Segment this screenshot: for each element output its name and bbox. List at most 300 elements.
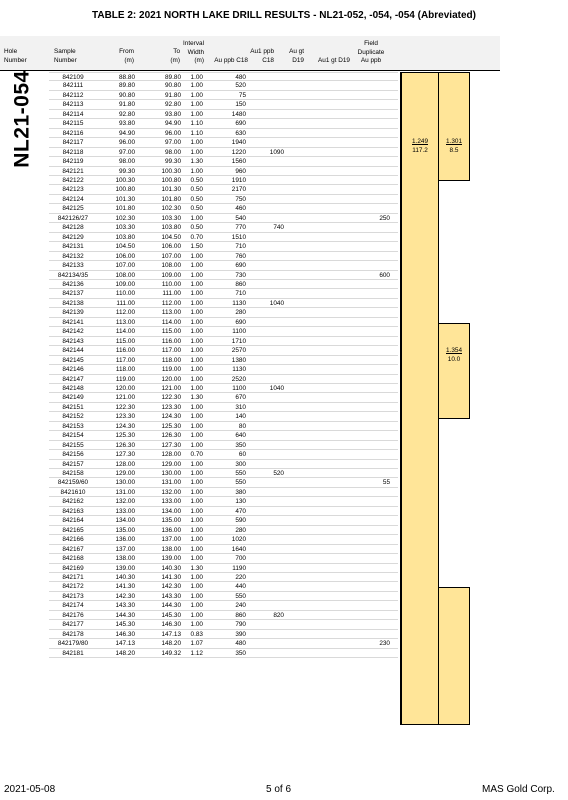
cell-au: 860: [235, 611, 246, 619]
cell-to: 106.00: [161, 243, 181, 251]
cell-width: 1.00: [190, 555, 203, 563]
cell-sample: 842152: [62, 413, 84, 421]
cell-sample: 842111: [62, 82, 84, 90]
cell-au: 550: [235, 592, 246, 600]
cell-to: 144.30: [161, 602, 181, 610]
cell-from: 136.00: [115, 536, 135, 544]
cell-au: 760: [235, 252, 246, 260]
cell-to: 99.30: [165, 158, 181, 166]
table-row: [49, 318, 398, 327]
cell-sample: 842166: [62, 536, 84, 544]
cell-sample: 842137: [62, 290, 84, 298]
cell-sample: 842167: [62, 545, 84, 553]
header-hole-line1: Hole: [4, 48, 18, 55]
cell-au: 730: [235, 271, 246, 279]
cell-sample: 842145: [62, 356, 84, 364]
cell-sample: 842112: [62, 91, 84, 99]
cell-width: 0.50: [190, 195, 203, 203]
cell-from: 130.00: [115, 479, 135, 487]
header-to-line1: To: [173, 48, 180, 55]
cell-from: 115.00: [115, 337, 135, 345]
cell-width: 1.10: [190, 129, 203, 137]
table-row: [49, 185, 398, 194]
cell-field: 230: [379, 640, 390, 648]
cell-au1: 1090: [269, 148, 284, 156]
cell-to: 97.00: [165, 139, 181, 147]
cell-au: 75: [238, 91, 246, 99]
table-row: [49, 148, 398, 157]
cell-sample: 842136: [62, 280, 84, 288]
cell-to: 147.13: [161, 630, 181, 638]
table-row: [49, 620, 398, 629]
cell-from: 123.30: [115, 413, 135, 421]
cell-au: 520: [235, 82, 246, 90]
cell-to: 126.30: [161, 432, 181, 440]
cell-from: 140.30: [115, 574, 135, 582]
composite-box-1: [401, 72, 439, 725]
cell-sample: 842126/27: [57, 214, 89, 222]
cell-width: 1.00: [190, 574, 203, 582]
cell-from: 145.30: [115, 621, 135, 629]
table-row: [49, 346, 398, 355]
cell-sample: 842176: [62, 611, 84, 619]
cell-sample: 842162: [62, 498, 84, 506]
header-au1gt: Au1 gt D19: [318, 57, 350, 64]
cell-to: 93.80: [165, 110, 181, 118]
cell-to: 110.00: [161, 280, 181, 288]
cell-from: 116.00: [115, 347, 135, 355]
cell-from: 133.00: [115, 507, 135, 515]
header-sample-line1: Sample: [54, 48, 76, 55]
cell-sample: 842165: [62, 526, 84, 534]
cell-to: 102.30: [161, 205, 181, 213]
table-row: [49, 573, 398, 582]
cell-from: 101.80: [115, 205, 135, 213]
table-row: [49, 431, 398, 440]
table-row: [49, 412, 398, 421]
cell-sample: 842174: [62, 602, 84, 610]
cell-au: 630: [235, 129, 246, 137]
cell-width: 1.00: [190, 611, 203, 619]
cell-au: 960: [235, 167, 246, 175]
cell-to: 108.00: [161, 262, 181, 270]
table-row: [49, 393, 398, 402]
cell-to: 118.00: [161, 356, 181, 364]
cell-au: 1130: [232, 366, 246, 374]
cell-from: 97.00: [119, 148, 135, 156]
cell-au: 790: [235, 621, 246, 629]
table-row: [49, 639, 398, 648]
composite-1-width: 117.2: [412, 147, 428, 154]
cell-width: 1.00: [190, 110, 203, 118]
table-header: [0, 36, 500, 71]
table-row: [49, 365, 398, 374]
cell-width: 1.00: [190, 271, 203, 279]
table-row: [49, 167, 398, 176]
cell-to: 109.00: [161, 271, 181, 279]
cell-au: 380: [235, 488, 246, 496]
table-row: [49, 545, 398, 554]
cell-to: 107.00: [161, 252, 181, 260]
table-row: [49, 252, 398, 261]
cell-from: 108.00: [115, 271, 135, 279]
cell-to: 124.30: [161, 413, 181, 421]
cell-sample: 842132: [62, 252, 84, 260]
cell-from: 127.30: [115, 451, 135, 459]
cell-width: 1.00: [190, 82, 203, 90]
cell-au: 2170: [231, 186, 246, 194]
cell-width: 1.00: [190, 299, 203, 307]
table-row: [49, 535, 398, 544]
cell-from: 110.00: [115, 290, 135, 298]
cell-to: 138.00: [161, 545, 181, 553]
table-row: [49, 649, 398, 658]
cell-au: 640: [235, 432, 246, 440]
cell-au: 690: [235, 318, 246, 326]
cell-width: 1.00: [190, 91, 203, 99]
cell-from: 138.00: [115, 555, 135, 563]
cell-to: 115.00: [161, 328, 181, 336]
table-row: [49, 327, 398, 336]
table-row: [49, 195, 398, 204]
cell-width: 1.00: [190, 347, 203, 355]
cell-sample: 842113: [62, 101, 84, 109]
cell-width: 1.00: [190, 545, 203, 553]
cell-au: 130: [235, 498, 246, 506]
cell-sample: 842134/35: [57, 271, 89, 279]
cell-width: 1.00: [190, 517, 203, 525]
cell-to: 90.80: [165, 82, 181, 90]
cell-sample: 842128: [62, 224, 84, 232]
cell-from: 147.13: [115, 640, 135, 648]
composite-1-grade: 1.249: [412, 138, 428, 145]
table-row: [49, 242, 398, 251]
cell-sample: 842129: [62, 233, 84, 241]
header-au: Au ppb C18: [214, 57, 248, 64]
cell-from: 144.30: [115, 611, 135, 619]
cell-width: 1.00: [190, 262, 203, 270]
header-from: [100, 48, 134, 65]
composite-box-4: [438, 587, 470, 725]
composite-3-grade: 1.354: [446, 347, 462, 354]
header-interval-line2: Width: [187, 48, 204, 56]
cell-sample: 842139: [62, 309, 84, 317]
cell-from: 92.80: [119, 110, 135, 118]
composite-box-3: [438, 323, 470, 419]
cell-width: 0.70: [190, 233, 203, 241]
table-row: [49, 441, 398, 450]
cell-width: 1.30: [190, 394, 203, 402]
cell-to: 148.20: [161, 640, 181, 648]
cell-au: 2570: [231, 347, 246, 355]
cell-au: 700: [235, 555, 246, 563]
cell-from: 122.30: [115, 403, 135, 411]
cell-sample: 842119: [62, 158, 84, 166]
cell-au: 1910: [231, 176, 246, 184]
cell-field: 55: [382, 479, 390, 487]
cell-sample: 842171: [62, 574, 84, 582]
table-row: [49, 526, 398, 535]
cell-au: 240: [235, 602, 246, 610]
header-augt-line1: Au gt: [289, 48, 304, 55]
header-hole: [4, 48, 36, 65]
cell-width: 1.00: [190, 432, 203, 440]
table-title: TABLE 2: 2021 NORTH LAKE DRILL RESULTS - NL21-052, -054, -054 (Abreviated): [92, 10, 476, 21]
cell-to: 94.90: [165, 120, 181, 128]
cell-width: 0.50: [190, 176, 203, 184]
cell-to: 134.00: [161, 507, 181, 515]
cell-to: 139.00: [161, 555, 181, 563]
table-row: [49, 488, 398, 497]
cell-to: 111.00: [162, 290, 181, 298]
cell-to: 119.00: [161, 366, 181, 374]
table-row: [49, 233, 398, 242]
cell-sample: 842131: [62, 243, 84, 251]
cell-au: 550: [235, 470, 246, 478]
cell-width: 1.00: [190, 139, 203, 147]
cell-au: 350: [235, 441, 246, 449]
table-row: [49, 214, 398, 223]
cell-sample: 842168: [62, 555, 84, 563]
cell-to: 101.80: [161, 195, 181, 203]
cell-au: 310: [235, 403, 246, 411]
table-row: [49, 507, 398, 516]
cell-sample: 842172: [62, 583, 84, 591]
cell-sample: 842146: [62, 366, 84, 374]
cell-au: 300: [235, 460, 246, 468]
cell-width: 1.00: [190, 498, 203, 506]
cell-sample: 842158: [62, 470, 84, 478]
header-field: [352, 40, 390, 66]
cell-from: 135.00: [115, 526, 135, 534]
table-row: [49, 280, 398, 289]
cell-from: 103.80: [115, 233, 135, 241]
cell-sample: 842123: [62, 186, 84, 194]
cell-width: 1.00: [190, 422, 203, 430]
cell-au: 690: [235, 120, 246, 128]
cell-au: 750: [235, 195, 246, 203]
composite-2-grade: 1.301: [446, 138, 462, 145]
cell-width: 1.00: [190, 488, 203, 496]
cell-au: 590: [235, 517, 246, 525]
cell-from: 113.00: [115, 318, 135, 326]
cell-au1: 820: [273, 611, 284, 619]
cell-width: 1.00: [190, 101, 203, 109]
cell-from: 120.00: [115, 384, 135, 392]
cell-au1: 1040: [269, 384, 284, 392]
cell-au1: 520: [273, 470, 284, 478]
cell-au: 710: [235, 243, 246, 251]
header-field-line2: Duplicate: [357, 48, 385, 56]
cell-au: 60: [238, 451, 246, 459]
cell-from: 90.80: [119, 91, 135, 99]
cell-au: 1130: [232, 299, 246, 307]
composite-2: [440, 137, 468, 155]
cell-to: 129.00: [161, 460, 181, 468]
cell-to: 101.30: [161, 186, 181, 194]
cell-from: 131.00: [115, 488, 135, 496]
table-row: [49, 516, 398, 525]
cell-from: 94.90: [119, 129, 135, 137]
cell-width: 1.00: [190, 214, 203, 222]
cell-sample: 842122: [62, 176, 84, 184]
cell-sample: 842147: [62, 375, 84, 383]
cell-width: 1.00: [190, 318, 203, 326]
table-row: [49, 422, 398, 431]
cell-au: 770: [235, 224, 246, 232]
cell-au: 480: [235, 640, 246, 648]
cell-to: 128.00: [161, 451, 181, 459]
cell-sample: 842163: [62, 507, 84, 515]
table-row: [49, 592, 398, 601]
cell-width: 1.00: [190, 167, 203, 175]
header-augt-line2: D19: [292, 56, 304, 64]
cell-width: 0.50: [190, 186, 203, 194]
cell-width: 1.07: [190, 640, 203, 648]
cell-from: 146.30: [115, 630, 135, 638]
composite-3-width: 10.0: [447, 356, 461, 363]
cell-to: 96.00: [165, 129, 181, 137]
cell-sample: 842154: [62, 432, 84, 440]
cell-from: 109.00: [115, 280, 135, 288]
cell-from: 104.50: [115, 243, 135, 251]
table-row: [49, 460, 398, 469]
cell-au: 2520: [231, 375, 246, 383]
cell-from: 132.00: [115, 498, 135, 506]
cell-from: 126.30: [115, 441, 135, 449]
header-au1-line1: Au1 ppb: [250, 48, 274, 55]
cell-width: 1.00: [190, 413, 203, 421]
table-row: [49, 337, 398, 346]
cell-au: 1220: [231, 148, 246, 156]
table-row: [49, 630, 398, 639]
cell-from: 91.80: [119, 101, 135, 109]
cell-to: 100.30: [161, 167, 181, 175]
cell-from: 106.00: [115, 252, 135, 260]
hole-id-text: NL21-054: [10, 70, 34, 168]
cell-width: 1.00: [190, 470, 203, 478]
cell-to: 130.00: [161, 470, 181, 478]
cell-to: 145.30: [161, 611, 181, 619]
cell-au: 1560: [231, 158, 246, 166]
header-augt: [280, 48, 304, 65]
cell-to: 98.00: [165, 148, 181, 156]
cell-au: 860: [235, 280, 246, 288]
header-field-line3: Au ppb: [360, 57, 382, 64]
cell-width: 1.00: [190, 309, 203, 317]
cell-to: 132.00: [161, 488, 181, 496]
cell-sample: 842138: [62, 299, 84, 307]
cell-au: 1100: [232, 384, 246, 392]
cell-from: 134.00: [115, 517, 135, 525]
table-row: [49, 375, 398, 384]
cell-from: 107.00: [115, 262, 135, 270]
cell-sample: 842164: [62, 517, 84, 525]
cell-to: 121.00: [161, 384, 181, 392]
cell-from: 100.30: [115, 176, 135, 184]
header-from-line2: (m): [124, 56, 134, 64]
table-row: [49, 91, 398, 100]
cell-width: 1.00: [190, 583, 203, 591]
cell-width: 1.00: [190, 366, 203, 374]
table-row: [49, 223, 398, 232]
table-row: [49, 384, 398, 393]
cell-to: 104.50: [161, 233, 181, 241]
cell-au: 540: [235, 214, 246, 222]
table-row: [49, 469, 398, 478]
cell-to: 127.30: [161, 441, 181, 449]
cell-width: 1.00: [190, 290, 203, 298]
cell-width: 1.00: [190, 602, 203, 610]
table-row: [49, 138, 398, 147]
cell-to: 136.00: [161, 526, 181, 534]
cell-sample: 842115: [62, 120, 84, 128]
cell-from: 119.00: [115, 375, 135, 383]
cell-au: 460: [235, 205, 246, 213]
cell-sample: 842156: [62, 451, 84, 459]
table-row: [49, 72, 398, 81]
cell-to: 100.80: [161, 176, 181, 184]
cell-width: 1.00: [190, 337, 203, 345]
cell-sample: 842125: [62, 205, 84, 213]
cell-to: 142.30: [161, 583, 181, 591]
table-row: [49, 119, 398, 128]
table-row: [49, 403, 398, 412]
cell-from: 128.00: [115, 460, 135, 468]
cell-au: 470: [235, 507, 246, 515]
cell-from: 93.80: [119, 120, 135, 128]
cell-sample: 842149: [62, 394, 84, 402]
drill-results-table: [49, 72, 398, 658]
cell-sample: 842117: [62, 139, 84, 147]
cell-from: 142.30: [115, 592, 135, 600]
cell-from: 102.30: [115, 214, 135, 222]
cell-from: 137.00: [115, 545, 135, 553]
cell-sample: 842118: [62, 148, 84, 156]
table-row: [49, 601, 398, 610]
cell-au: 1100: [232, 328, 246, 336]
cell-sample: 842155: [62, 441, 84, 449]
table-row: [49, 176, 398, 185]
cell-au: 710: [235, 290, 246, 298]
cell-au: 550: [235, 479, 246, 487]
cell-sample: 842177: [62, 621, 84, 629]
cell-sample: 842169: [62, 564, 84, 572]
header-au1: [240, 48, 274, 65]
cell-sample: 842143: [62, 337, 84, 345]
header-au1-line2: C18: [262, 56, 274, 64]
table-row: [49, 564, 398, 573]
cell-width: 1.10: [190, 120, 203, 128]
table-row: [49, 450, 398, 459]
table-row: [49, 611, 398, 620]
cell-au: 1020: [231, 536, 246, 544]
header-from-line1: From: [119, 48, 134, 55]
header-hole-line2: Number: [4, 56, 27, 64]
cell-width: 1.00: [190, 460, 203, 468]
table-row: [49, 271, 398, 280]
cell-width: 1.00: [190, 592, 203, 600]
footer-date: 2021-05-08: [4, 784, 56, 795]
cell-field: 600: [379, 271, 390, 279]
cell-width: 1.00: [190, 526, 203, 534]
cell-width: 1.00: [190, 479, 203, 487]
cell-au: 1940: [231, 139, 246, 147]
cell-au: 1480: [231, 110, 246, 118]
cell-sample: 842181: [62, 649, 84, 657]
cell-sample: 842153: [62, 422, 84, 430]
header-sample: [54, 48, 94, 65]
